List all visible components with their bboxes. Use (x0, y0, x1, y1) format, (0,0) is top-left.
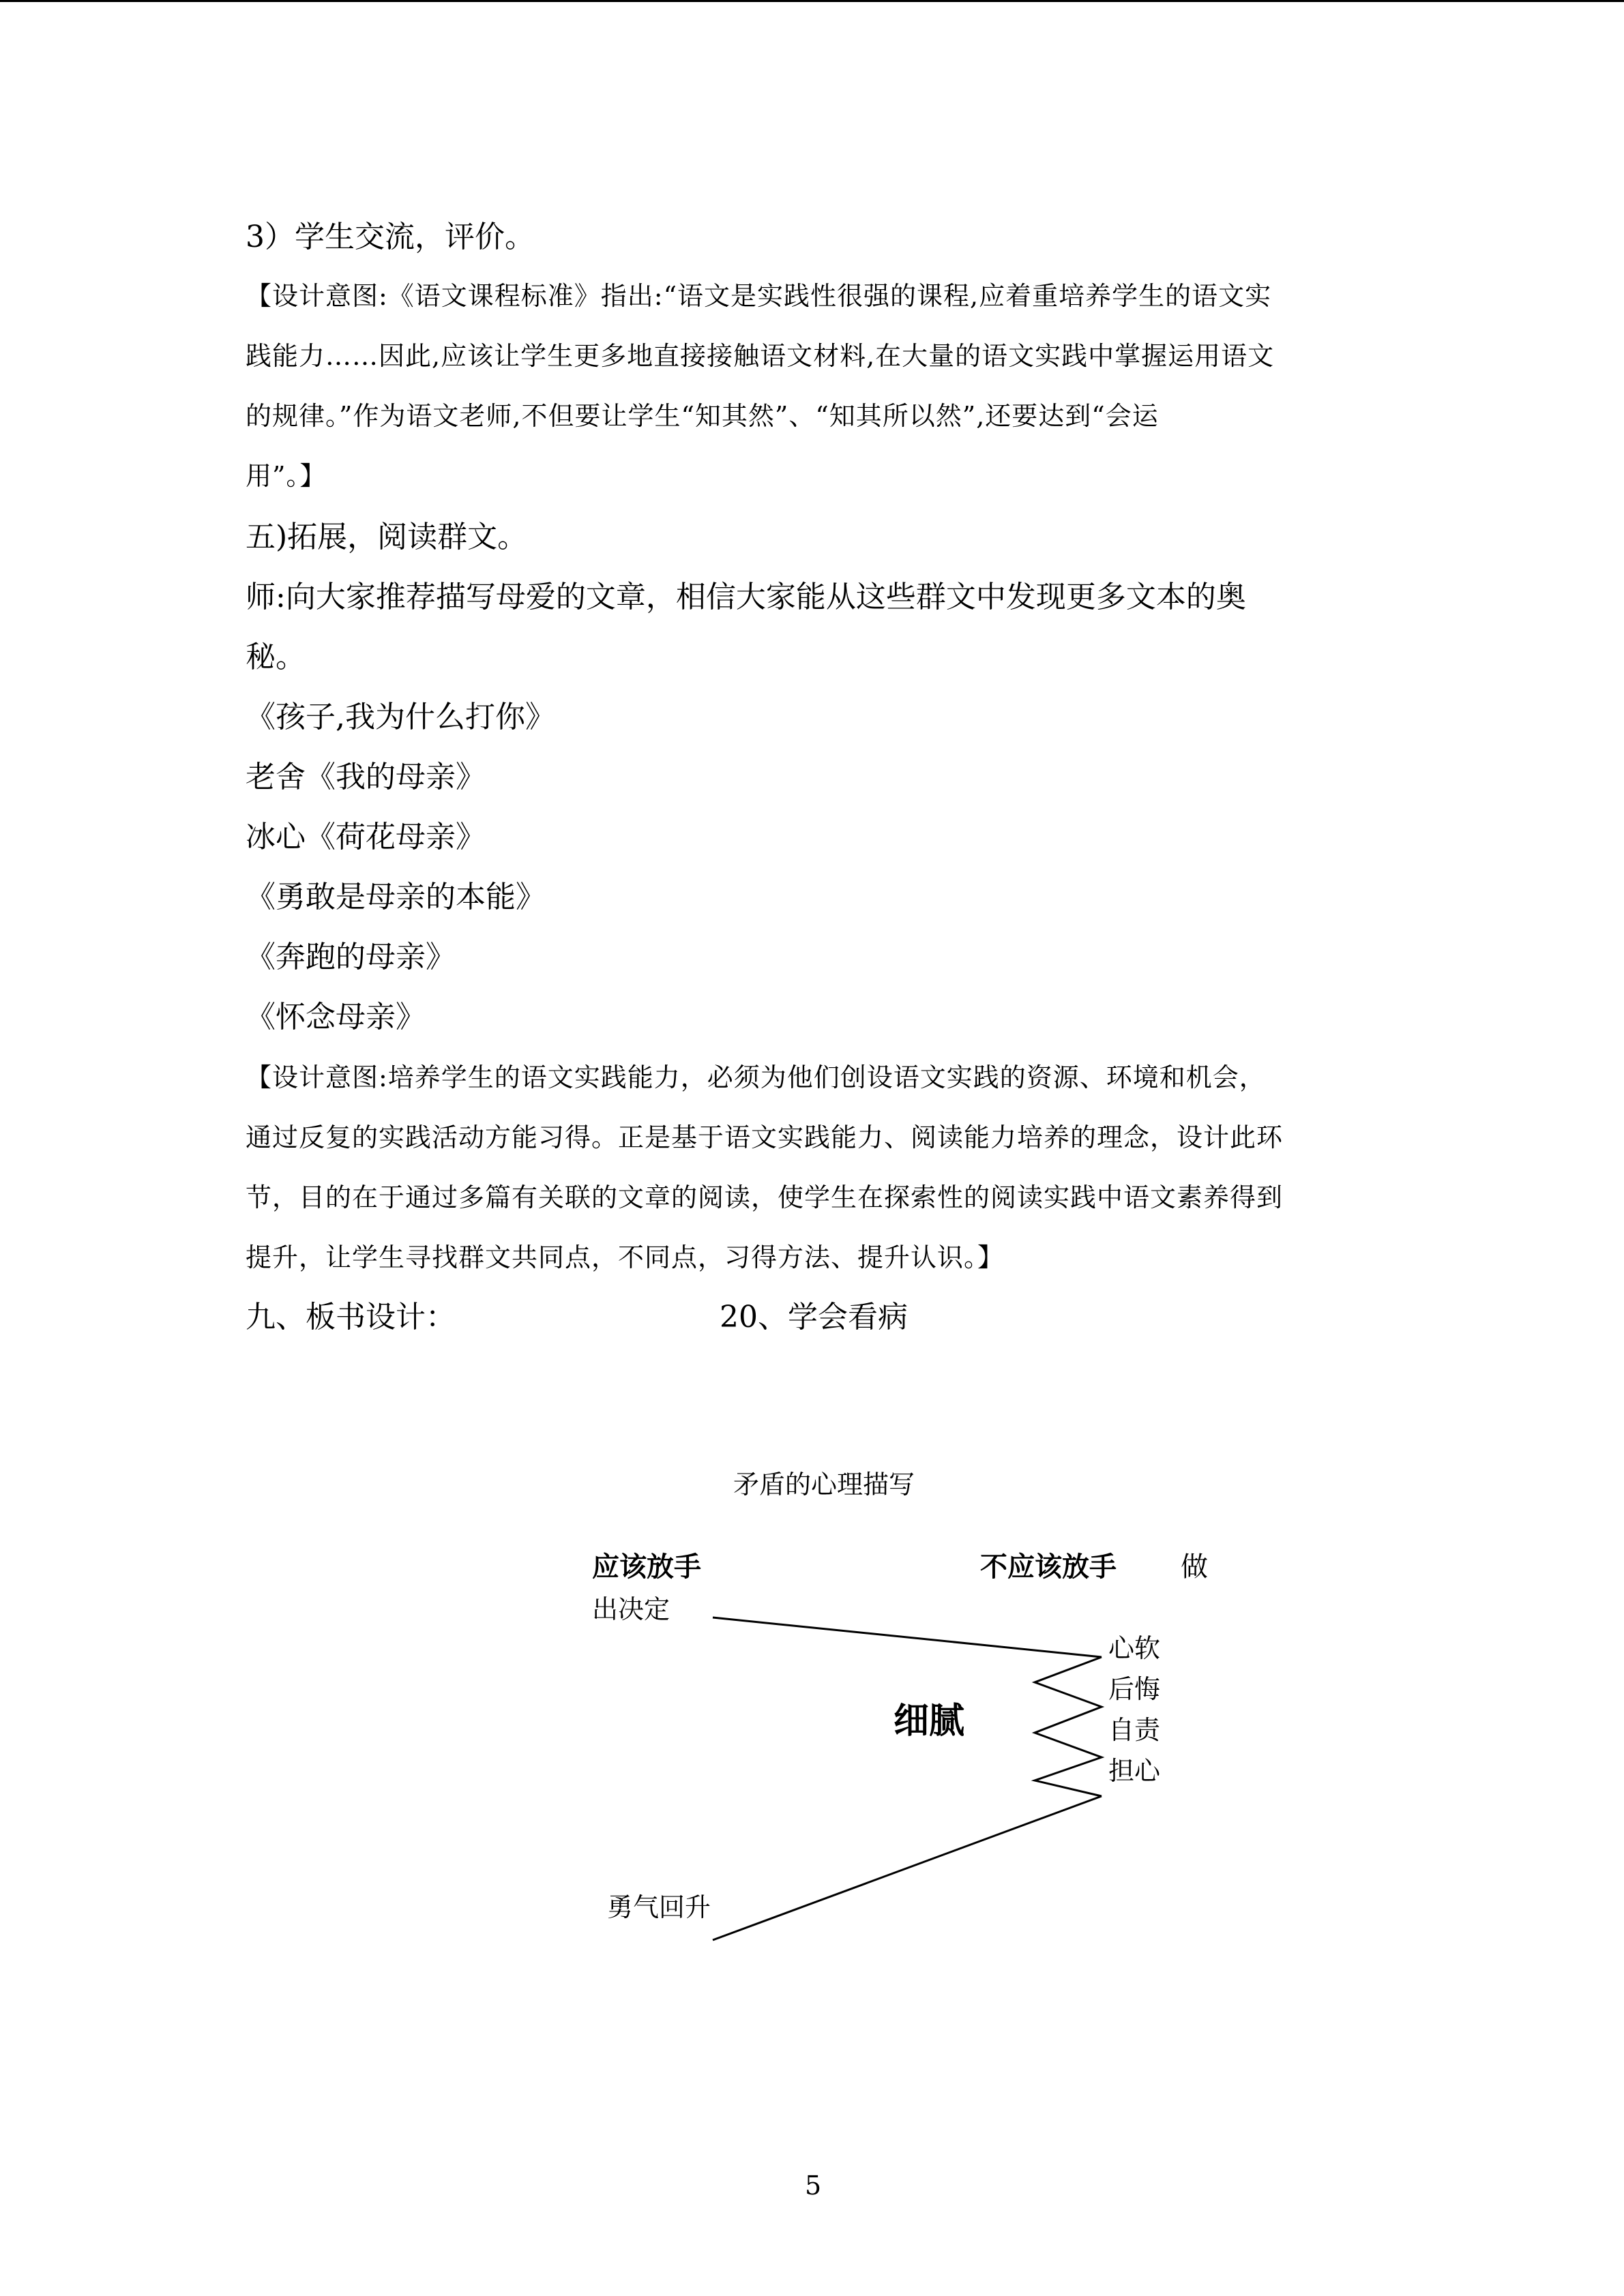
section-9-label: 九、板书设计： (246, 1300, 456, 1335)
diagram-heading: 矛盾的心理描写 (733, 1470, 915, 1500)
feeling-label: 自责 (1108, 1715, 1161, 1745)
step-3-line: 3）学生交流，评价。 (246, 220, 535, 254)
reading-item: 冰心《荷花母亲》 (246, 820, 486, 854)
should-not-let-go-label: 不应该放手 (980, 1552, 1117, 1582)
design-note-1-line-4: 用”。】 (246, 461, 327, 491)
design-note-1-line-1: 【设计意图:《语文课程标准》指出:“语文是实践性很强的课程,应着重培养学生的语文实 (246, 281, 1272, 311)
courage-rises-label: 勇气回升 (607, 1892, 711, 1922)
design-note-2-line-2: 通过反复的实践活动方能习得。正是基于语文实践能力、阅读能力培养的理念，设计此环 (246, 1122, 1284, 1152)
make-decision-suffix: 出决定 (592, 1594, 670, 1624)
should-let-go-label: 应该放手 (592, 1552, 701, 1582)
feeling-label: 担心 (1108, 1756, 1161, 1786)
design-note-1-line-3: 的规律。”作为语文老师,不但要让学生“知其然”、“知其所以然”,还要达到“会运 (246, 401, 1159, 431)
design-note-2-line-4: 提升，让学生寻找群文共同点，不同点，习得方法、提升认识。】 (246, 1242, 1005, 1272)
design-note-2-line-1: 【设计意图:培养学生的语文实践能力，必须为他们创设语文实践的资源、环境和机会， (246, 1062, 1266, 1092)
feeling-label: 心软 (1108, 1633, 1161, 1663)
feeling-label: 后悔 (1108, 1674, 1161, 1704)
page-number: 5 (805, 2171, 822, 2201)
teacher-line-2: 秘。 (246, 640, 306, 674)
design-note-1-line-2: 践能力……因此,应该让学生更多地直接接触语文材料,在大量的语文实践中掌握运用语文 (246, 341, 1275, 371)
zigzag-line (1035, 1657, 1102, 1796)
design-note-2-line-3: 节，目的在于通过多篇有关联的文章的阅读，使学生在探索性的阅读实践中语文素养得到 (246, 1182, 1284, 1212)
reading-item: 《勇敢是母亲的本能》 (246, 880, 546, 914)
lower-diagonal-line (713, 1796, 1102, 1940)
reading-item: 《怀念母亲》 (246, 1000, 426, 1034)
reading-item: 《奔跑的母亲》 (246, 940, 456, 974)
section-5-heading: 五)拓展，阅读群文。 (246, 520, 528, 554)
reading-item: 老舍《我的母亲》 (246, 760, 486, 794)
reading-item: 《孩子,我为什么打你》 (246, 700, 555, 734)
teacher-line-1: 师:向大家推荐描写母爱的文章，相信大家能从这些群文中发现更多文本的奥 (246, 580, 1246, 614)
center-word: 细腻 (894, 1701, 965, 1741)
make-decision-prefix: 做 (1181, 1551, 1208, 1583)
section-9-title: 20、学会看病 (720, 1300, 908, 1335)
upper-diagonal-line (713, 1617, 1102, 1657)
